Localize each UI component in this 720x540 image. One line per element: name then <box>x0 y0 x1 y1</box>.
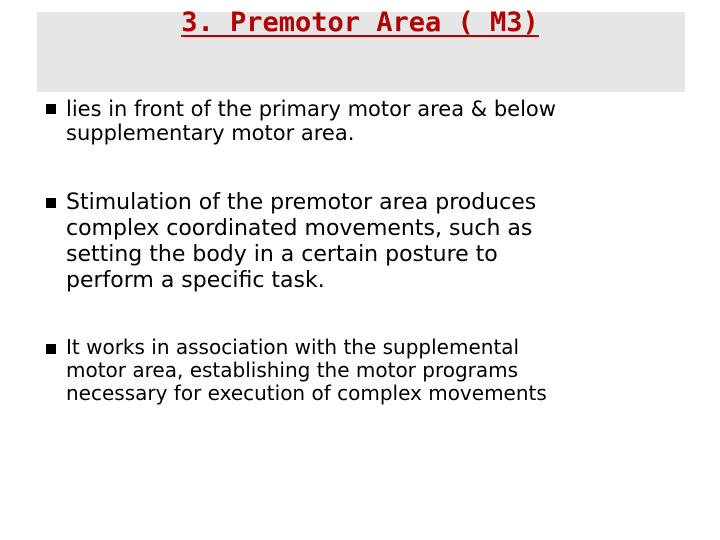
bullet-line: motor area, establishing the motor programs <box>66 358 519 382</box>
slide-title: 3. Premotor Area ( M3) <box>181 7 539 38</box>
bullet-line: supplementary motor area. <box>66 121 355 145</box>
bullet-line: complex coordinated movements, such as <box>66 216 533 241</box>
square-bullet-icon <box>46 104 56 114</box>
bullet-item-1 <box>46 97 556 145</box>
bullet-item-3 <box>46 336 547 405</box>
bullet-text-3 <box>46 336 547 405</box>
bullet-line: necessary for execution of complex movements <box>66 381 547 405</box>
bullet-line: perform a specific task. <box>66 268 325 293</box>
bullet-line: Stimulation of the premotor area produces <box>66 190 537 215</box>
bullet-text-2 <box>46 190 536 294</box>
bullet-item-2 <box>46 190 536 294</box>
bullet-line: setting the body in a certain posture to <box>66 242 498 267</box>
bullet-line: lies in front of the primary motor area & below <box>66 97 556 121</box>
square-bullet-icon <box>46 198 56 208</box>
bullet-line: It works in association with the supplemental <box>66 335 520 359</box>
square-bullet-icon <box>46 344 56 354</box>
bullet-text-1 <box>46 97 556 145</box>
